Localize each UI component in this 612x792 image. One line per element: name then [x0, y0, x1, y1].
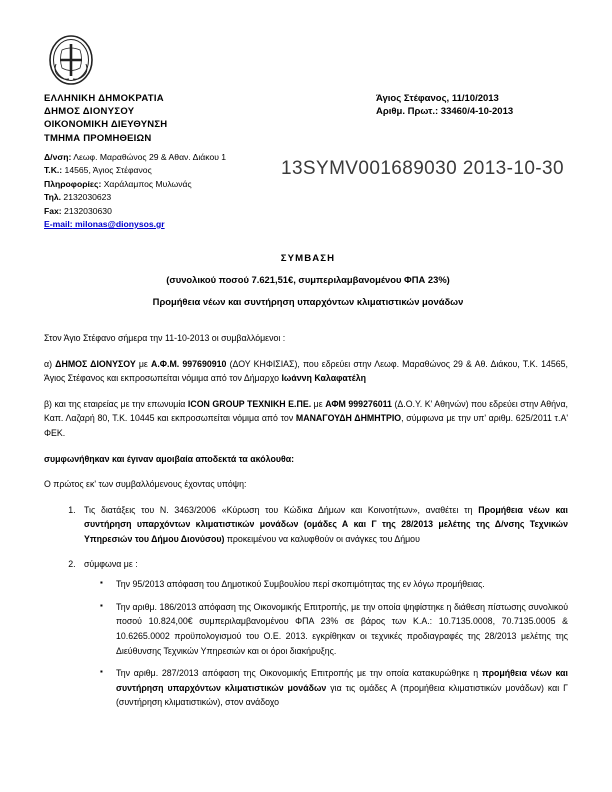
- item2-text: σύμφωνα με :: [84, 558, 138, 569]
- fax-line: [44, 205, 572, 219]
- party-a-representative: Ιωάννη Καλαφατέλη: [281, 373, 366, 384]
- fax-value: 2132030630: [61, 205, 112, 216]
- phone-line: [44, 191, 572, 205]
- list-item: [106, 666, 568, 710]
- party-a-name: ΔΗΜΟΣ ΔΙΟΝΥΣΟΥ: [55, 358, 136, 369]
- kimdis-stamp-number: 13SYMV001689030 2013-10-30: [281, 158, 564, 179]
- numbered-list: [44, 503, 568, 710]
- party-a-paragraph: [44, 357, 568, 386]
- document-body: [44, 331, 568, 720]
- party-b-text-3: , σύμφωνα με την υπ' αριθμ. 625/2011 τ.Α' ΦΕΚ.: [44, 413, 568, 438]
- list-item: [78, 557, 568, 710]
- org-line-2: ΔΗΜΟΣ ΔΙΟΝΥΣΟΥ: [44, 106, 135, 117]
- date-line: Άγιος Στέφανος, 11/10/2013: [376, 93, 499, 104]
- protocol-number: Αριθμ. Πρωτ.: 33460/4-10-2013: [376, 106, 514, 117]
- considering-line: Ο πρώτος εκ' των συμβαλλόμενους έχοντας υπόψη:: [44, 479, 247, 490]
- party-b-prefix: β) και της εταιρείας με την επωνυμία: [44, 398, 188, 409]
- org-line-4: ΤΜΗΜΑ ΠΡΟΜΗΘΕΙΩΝ: [44, 132, 152, 144]
- org-line-3: ΟΙΚΟΝΟΜΙΚΗ ΔΙΕΥΘΥΝΣΗ: [44, 119, 168, 130]
- party-b-text-2: (Δ.Ο.Υ. Κ' Αθηνών) που εδρεύει στην Αθήνα, Καπ. Λαζαρή 80, Τ.Κ. 10445 και εκπροσωπείται νόμιμα από τον: [44, 398, 568, 424]
- hellenic-republic-emblem-icon: [48, 34, 94, 86]
- document-subject: Προμήθεια νέων και συντήρηση υπαρχόντων κλιματιστικών μονάδων: [152, 296, 464, 307]
- document-title-block: [44, 253, 572, 307]
- party-b-text-1: με: [311, 398, 326, 409]
- bullet3-text-2: για τις ομάδες Α (προμήθεια κλιματιστικών μονάδων) και Γ (συντήρηση κλιματιστικών), στον ανάδοχο: [116, 682, 569, 708]
- bullet-list: [84, 577, 568, 710]
- postcode-value: 14565, Άγιος Στέφανος: [62, 165, 152, 175]
- item1-text-2: προκειμένου να καλυφθούν οι ανάγκες του Δήμου: [224, 533, 420, 544]
- phone-label: Τηλ.: [44, 192, 62, 202]
- org-line-1: ΕΛΛΗΝΙΚΗ ΔΗΜΟΚΡΑΤΙΑ: [44, 93, 164, 104]
- address-label: Δ/νση:: [44, 151, 72, 162]
- document-title: ΣΥΜΒΑΣΗ: [280, 253, 336, 264]
- party-a-prefix: α): [44, 358, 56, 369]
- info-label: Πληροφορίες:: [44, 178, 102, 189]
- postcode-label: Τ.Κ.:: [44, 165, 63, 175]
- phone-value: 2132030623: [61, 192, 112, 202]
- party-b-name: ICON GROUP ΤΕΧΝΙΚΗ Ε.ΠΕ.: [187, 398, 312, 409]
- agreement-line: συμφωνήθηκαν και έγιναν αμοιβαία αποδεκτά τα ακόλουθα:: [44, 453, 295, 464]
- party-b-representative: ΜΑΝΑΓΟΥΔΗ ΔΗΜΗΤΡΙΟ: [295, 413, 402, 424]
- list-item: ▪ Την 95/2013 απόφαση του Δημοτικού Συμβουλίου περί σκοπιμότητας της εν λόγω προμήθειας.: [106, 577, 568, 592]
- party-a-text-2: (ΔΟΥ ΚΗΦΙΣΙΑΣ), που εδρεύει στην Λεωφ. Μαραθώνος 29 & Αθ. Διάκου, Τ.Κ. 14565, Άγιος Στέφανος και εκπροσωπείται νόμιμα από τον Δήμαρχο: [44, 358, 569, 384]
- bullet3-text-1: Την αριθμ. 287/2013 απόφαση της Οικονομικής Επιτροπής με την οποία κατακυρώθηκε η: [116, 668, 482, 679]
- info-value: Χαράλαμπος Μυλωνάς: [101, 178, 192, 189]
- document-amount-subtitle: (συνολικού ποσού 7.621,51€, συμπεριλαμβανομένου ΦΠΑ 23%): [166, 274, 450, 285]
- party-b-vat: ΑΦΜ 999276011: [325, 398, 392, 409]
- party-a-text-1: με: [135, 358, 151, 369]
- list-item: ▪ Την αριθμ. 186/2013 απόφαση της Οικονομικής Επιτροπής, με την οποία ψηφίστηκε η διάθεση πίστωσης συνολικού ποσού 10.824,00€ συμπεριλαμβανομένου ΦΠΑ 23% σε βάρος των Κ.Α.: 10.7135.0008, 70.7135.0005 & 10.6265.0002 προϋπολογισμού του Ο.Ε. 2013. εγκρίθηκαν οι τεχνικές προδιαγραφές της 28/2013 μελέτης της Διεύθυνσης Τεχνικών Υπηρεσιών και οι όροι διακήρυξης.: [106, 600, 568, 658]
- address-value: Λεωφ. Μαραθώνος 29 & Αθαν. Διάκου 1: [71, 151, 227, 162]
- fax-label: Fax:: [44, 205, 62, 216]
- party-b-paragraph: [44, 397, 568, 441]
- email-label: E-mail:: [44, 219, 73, 229]
- party-a-vat: Α.Φ.Μ. 997690910: [151, 358, 227, 369]
- item1-text-1: Τις διατάξεις του Ν. 3463/2006 «Κύρωση του Κώδικα Δήμων και Κοινοτήτων», αναθέτει τη: [84, 504, 479, 515]
- intro-paragraph: Στον Άγιο Στέφανο σήμερα την 11-10-2013 οι συμβαλλόμενοι :: [44, 333, 286, 343]
- item1-subject: Προμήθεια νέων και συντήρηση υπαρχόντων κλιματιστικών μονάδων (ομάδες Α και Γ της 28/2013 μελέτης της Δ/νσης Τεχνικών Υπηρεσιών του Δήμου Διονύσου): [84, 504, 568, 544]
- list-item: [78, 503, 568, 547]
- email-line: [44, 218, 572, 232]
- bullet3-subject: προμήθεια νέων και συντήρηση υπαρχόντων κλιματιστικών μονάδων: [116, 668, 568, 693]
- email-value[interactable]: milonas@dionysos.gr: [72, 219, 165, 229]
